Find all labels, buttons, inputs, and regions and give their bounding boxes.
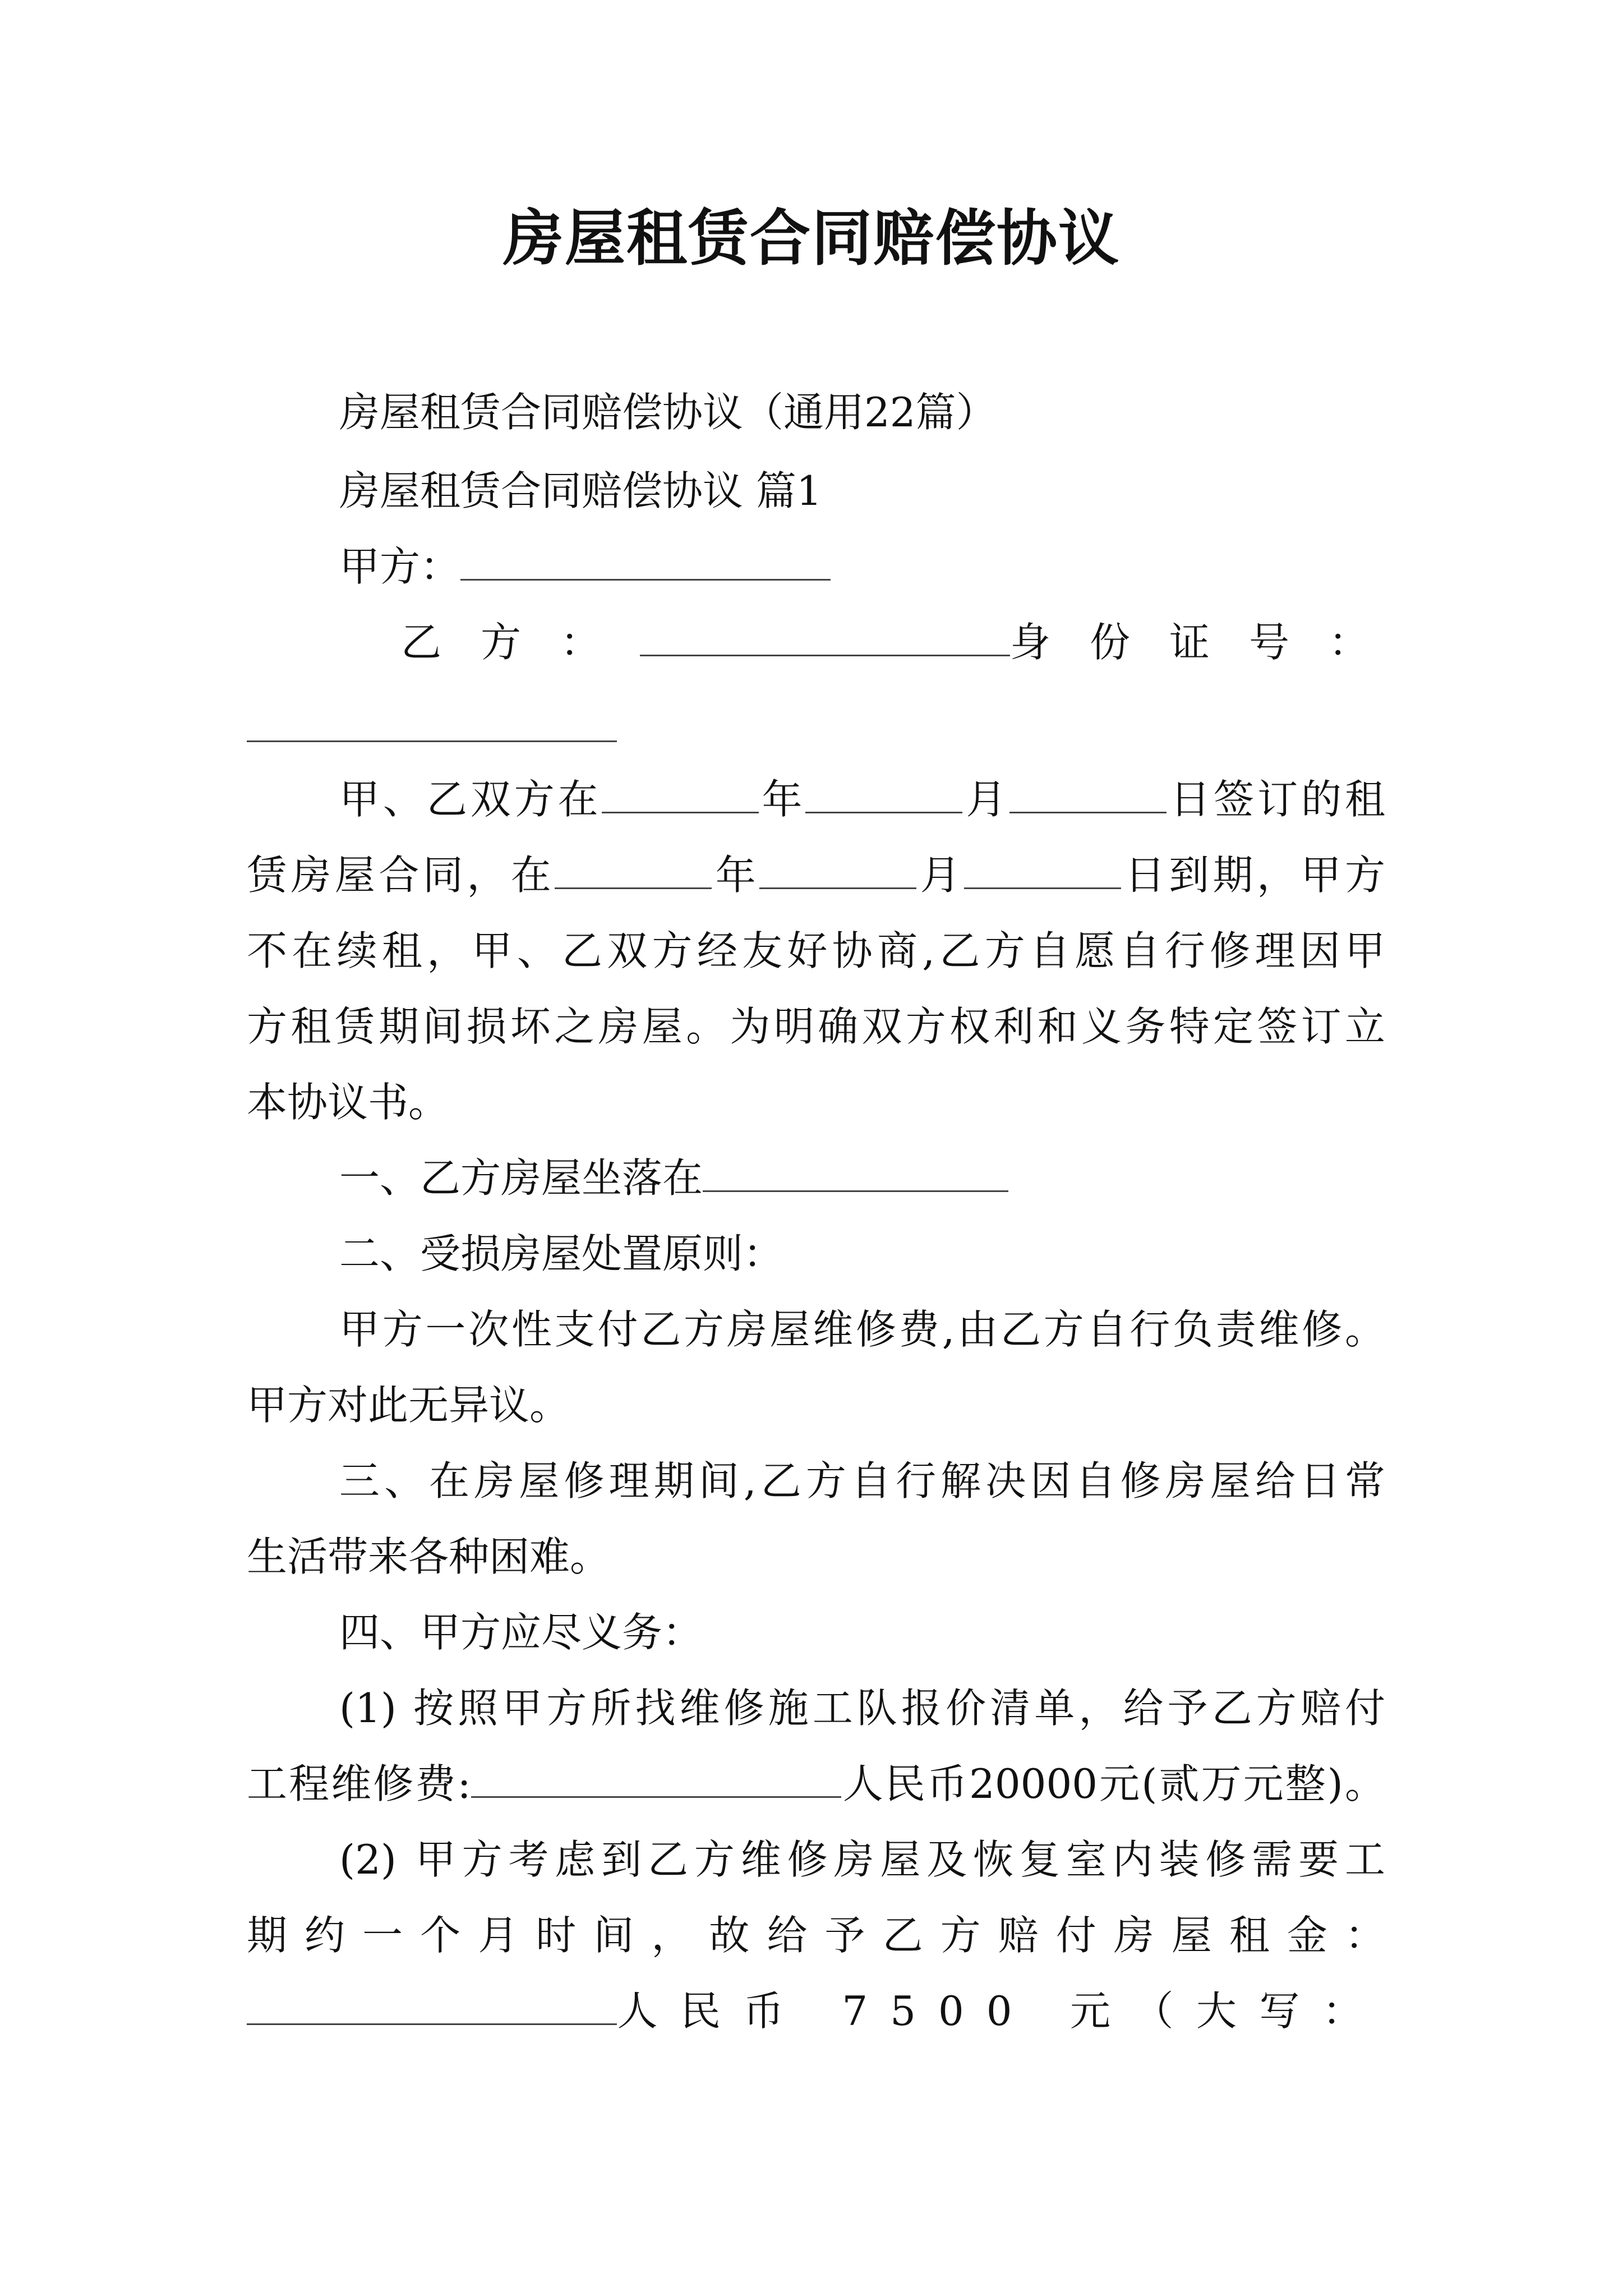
- sub2-line2: 期约一个月时间，故给予乙方赔付房屋租金：: [247, 1912, 1385, 1959]
- para1-text: 年: [712, 852, 760, 899]
- para1-text: 赁房屋合同，在: [247, 852, 555, 899]
- location-blank: [703, 1153, 1008, 1192]
- para1-text: 日到期，甲方: [1121, 852, 1385, 899]
- repair-fee-blank: [471, 1759, 841, 1798]
- item1-text: 一、乙方房屋坐落在: [339, 1154, 703, 1202]
- para1-text: 月: [916, 852, 965, 899]
- expire-year-blank: [555, 850, 712, 889]
- sub1-line2: [247, 1759, 1385, 1809]
- party-b-blank: [640, 618, 1010, 656]
- para1-text: 月: [962, 776, 1010, 823]
- para1-line2: [247, 850, 1385, 900]
- item4-heading: 四、甲方应尽义务：: [339, 1609, 703, 1656]
- sub2-line1: (2) 甲方考虑到乙方维修房屋及恢复室内装修需要工: [339, 1836, 1385, 1883]
- para1-line5: 本协议书。: [247, 1079, 449, 1126]
- para1-line1: [339, 774, 1385, 825]
- item2-text-line2: 甲方对此无异议。: [247, 1382, 570, 1429]
- expire-month-blank: [759, 850, 916, 889]
- sign-day-blank: [1009, 775, 1166, 813]
- item2-text-line1: 甲方一次性支付乙方房屋维修费,由乙方自行负责维修。: [339, 1306, 1385, 1353]
- item2-heading: 二、受损房屋处置原则：: [339, 1230, 784, 1277]
- sign-month-blank: [805, 775, 962, 813]
- item3-line2: 生活带来各种困难。: [247, 1533, 611, 1580]
- sub2-line3: [247, 1986, 1385, 2036]
- sub1-line1: (1) 按照甲方所找维修施工队报价清单，给予乙方赔付: [339, 1685, 1385, 1732]
- expire-day-blank: [964, 850, 1121, 889]
- para1-text: 甲、乙双方在: [339, 776, 602, 823]
- sub1-text: 人民币20000元(贰万元整)。: [841, 1760, 1385, 1807]
- document-title: 房屋租赁合同赔偿协议: [502, 203, 1120, 274]
- party-a-label: 甲方：: [339, 543, 461, 590]
- para1-text: 日签订的租: [1166, 776, 1385, 823]
- party-b-line: [401, 617, 1409, 668]
- item1-line: [339, 1153, 1008, 1203]
- document-subtitle: 房屋租赁合同赔偿协议（通用22篇）: [339, 389, 997, 436]
- sign-year-blank: [602, 775, 759, 813]
- id-number-blank: [247, 740, 617, 742]
- para1-line3: 不在续租，甲、乙双方经友好协商,乙方自愿自行修理因甲: [247, 927, 1385, 974]
- id-label: 身份证号：: [1010, 619, 1409, 666]
- sub1-text: 工程维修费:: [247, 1760, 471, 1807]
- section-heading: 房屋租赁合同赔偿协议 篇1: [339, 467, 822, 514]
- rent-blank: [247, 1986, 617, 2025]
- party-a-blank: [460, 542, 831, 581]
- party-b-label: 乙方：: [401, 619, 640, 666]
- party-a-line: [339, 541, 831, 592]
- para1-text: 年: [758, 776, 806, 823]
- item3-line1: 三、在房屋修理期间,乙方自行解决因自修房屋给日常: [339, 1457, 1385, 1504]
- para1-line4: 方租赁期间损坏之房屋。为明确双方权利和义务特定签订立: [247, 1003, 1385, 1050]
- sub2-text: 人民币 7500 元（大写：: [617, 1987, 1385, 2035]
